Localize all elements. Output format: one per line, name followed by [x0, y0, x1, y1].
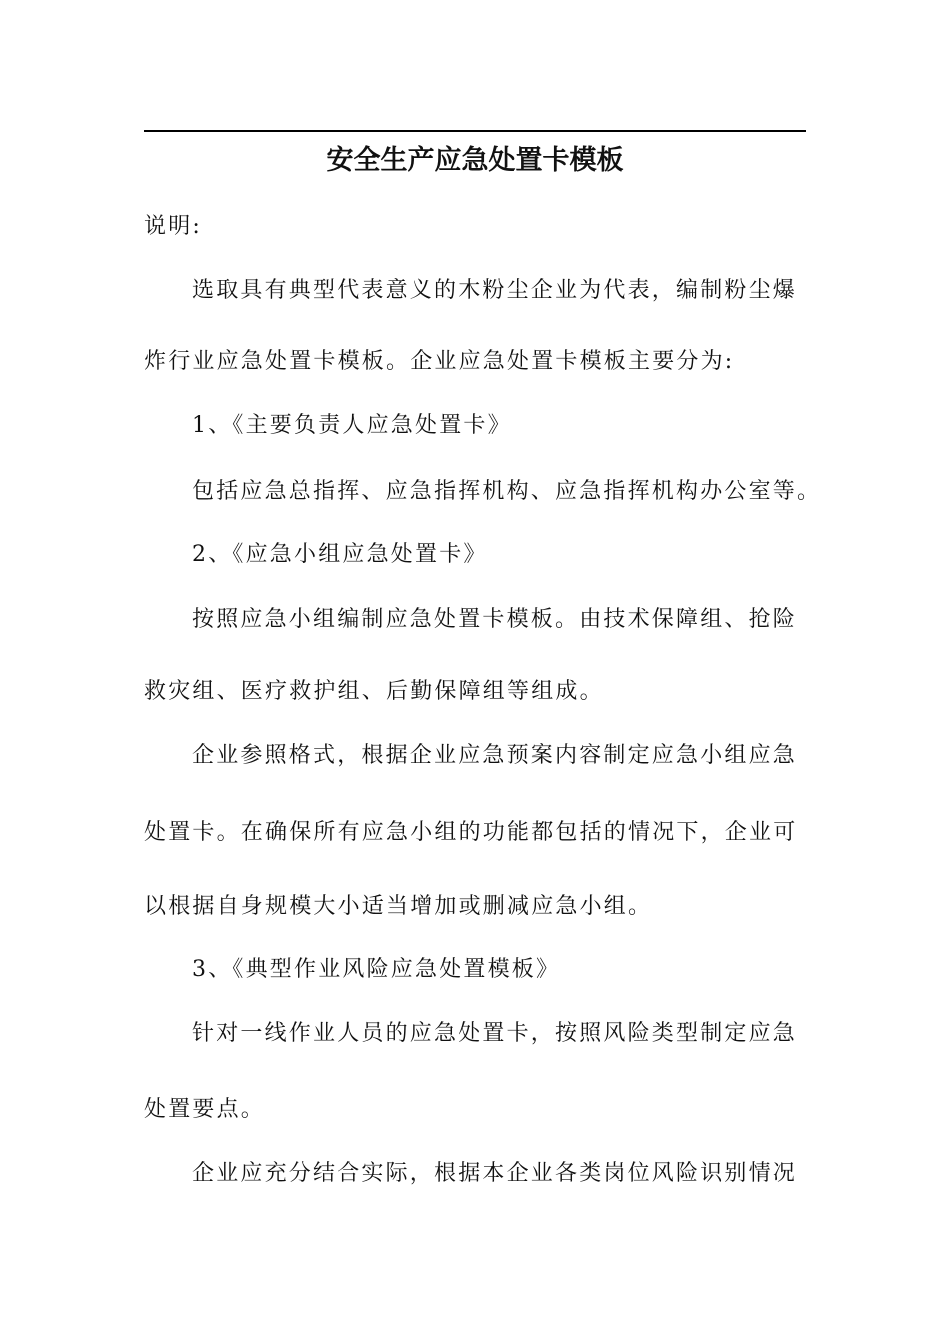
explanation-label: 说明:	[144, 214, 203, 239]
paragraph-line: 救灾组、医疗救护组、后勤保障组等组成。	[144, 679, 604, 704]
paragraph-line: 处置卡。在确保所有应急小组的功能都包括的情况下，企业可	[144, 820, 798, 845]
paragraph-line: 以根据自身规模大小适当增加或删减应急小组。	[144, 894, 653, 919]
paragraph-line: 炸行业应急处置卡模板。企业应急处置卡模板主要分为:	[144, 349, 735, 374]
document-title: 安全生产应急处置卡模板	[326, 145, 624, 176]
paragraph-line: 针对一线作业人员的应急处置卡，按照风险类型制定应急	[192, 1021, 798, 1046]
section-heading-1: 1、《主要负责人应急处置卡》	[192, 413, 512, 438]
paragraph-line: 包括应急总指挥、应急指挥机构、应急指挥机构办公室等。	[192, 479, 822, 504]
paragraph-line: 企业参照格式，根据企业应急预案内容制定应急小组应急	[192, 743, 798, 768]
section-heading-3: 3、《典型作业风险应急处置模板》	[192, 957, 561, 982]
paragraph-line: 企业应充分结合实际，根据本企业各类岗位风险识别情况	[192, 1161, 798, 1186]
header-rule	[144, 130, 806, 132]
paragraph-line: 处置要点。	[144, 1097, 266, 1122]
paragraph-line: 按照应急小组编制应急处置卡模板。由技术保障组、抢险	[192, 607, 798, 632]
paragraph-line: 选取具有典型代表意义的木粉尘企业为代表，编制粉尘爆	[192, 278, 798, 303]
section-heading-2: 2、《应急小组应急处置卡》	[192, 542, 488, 567]
